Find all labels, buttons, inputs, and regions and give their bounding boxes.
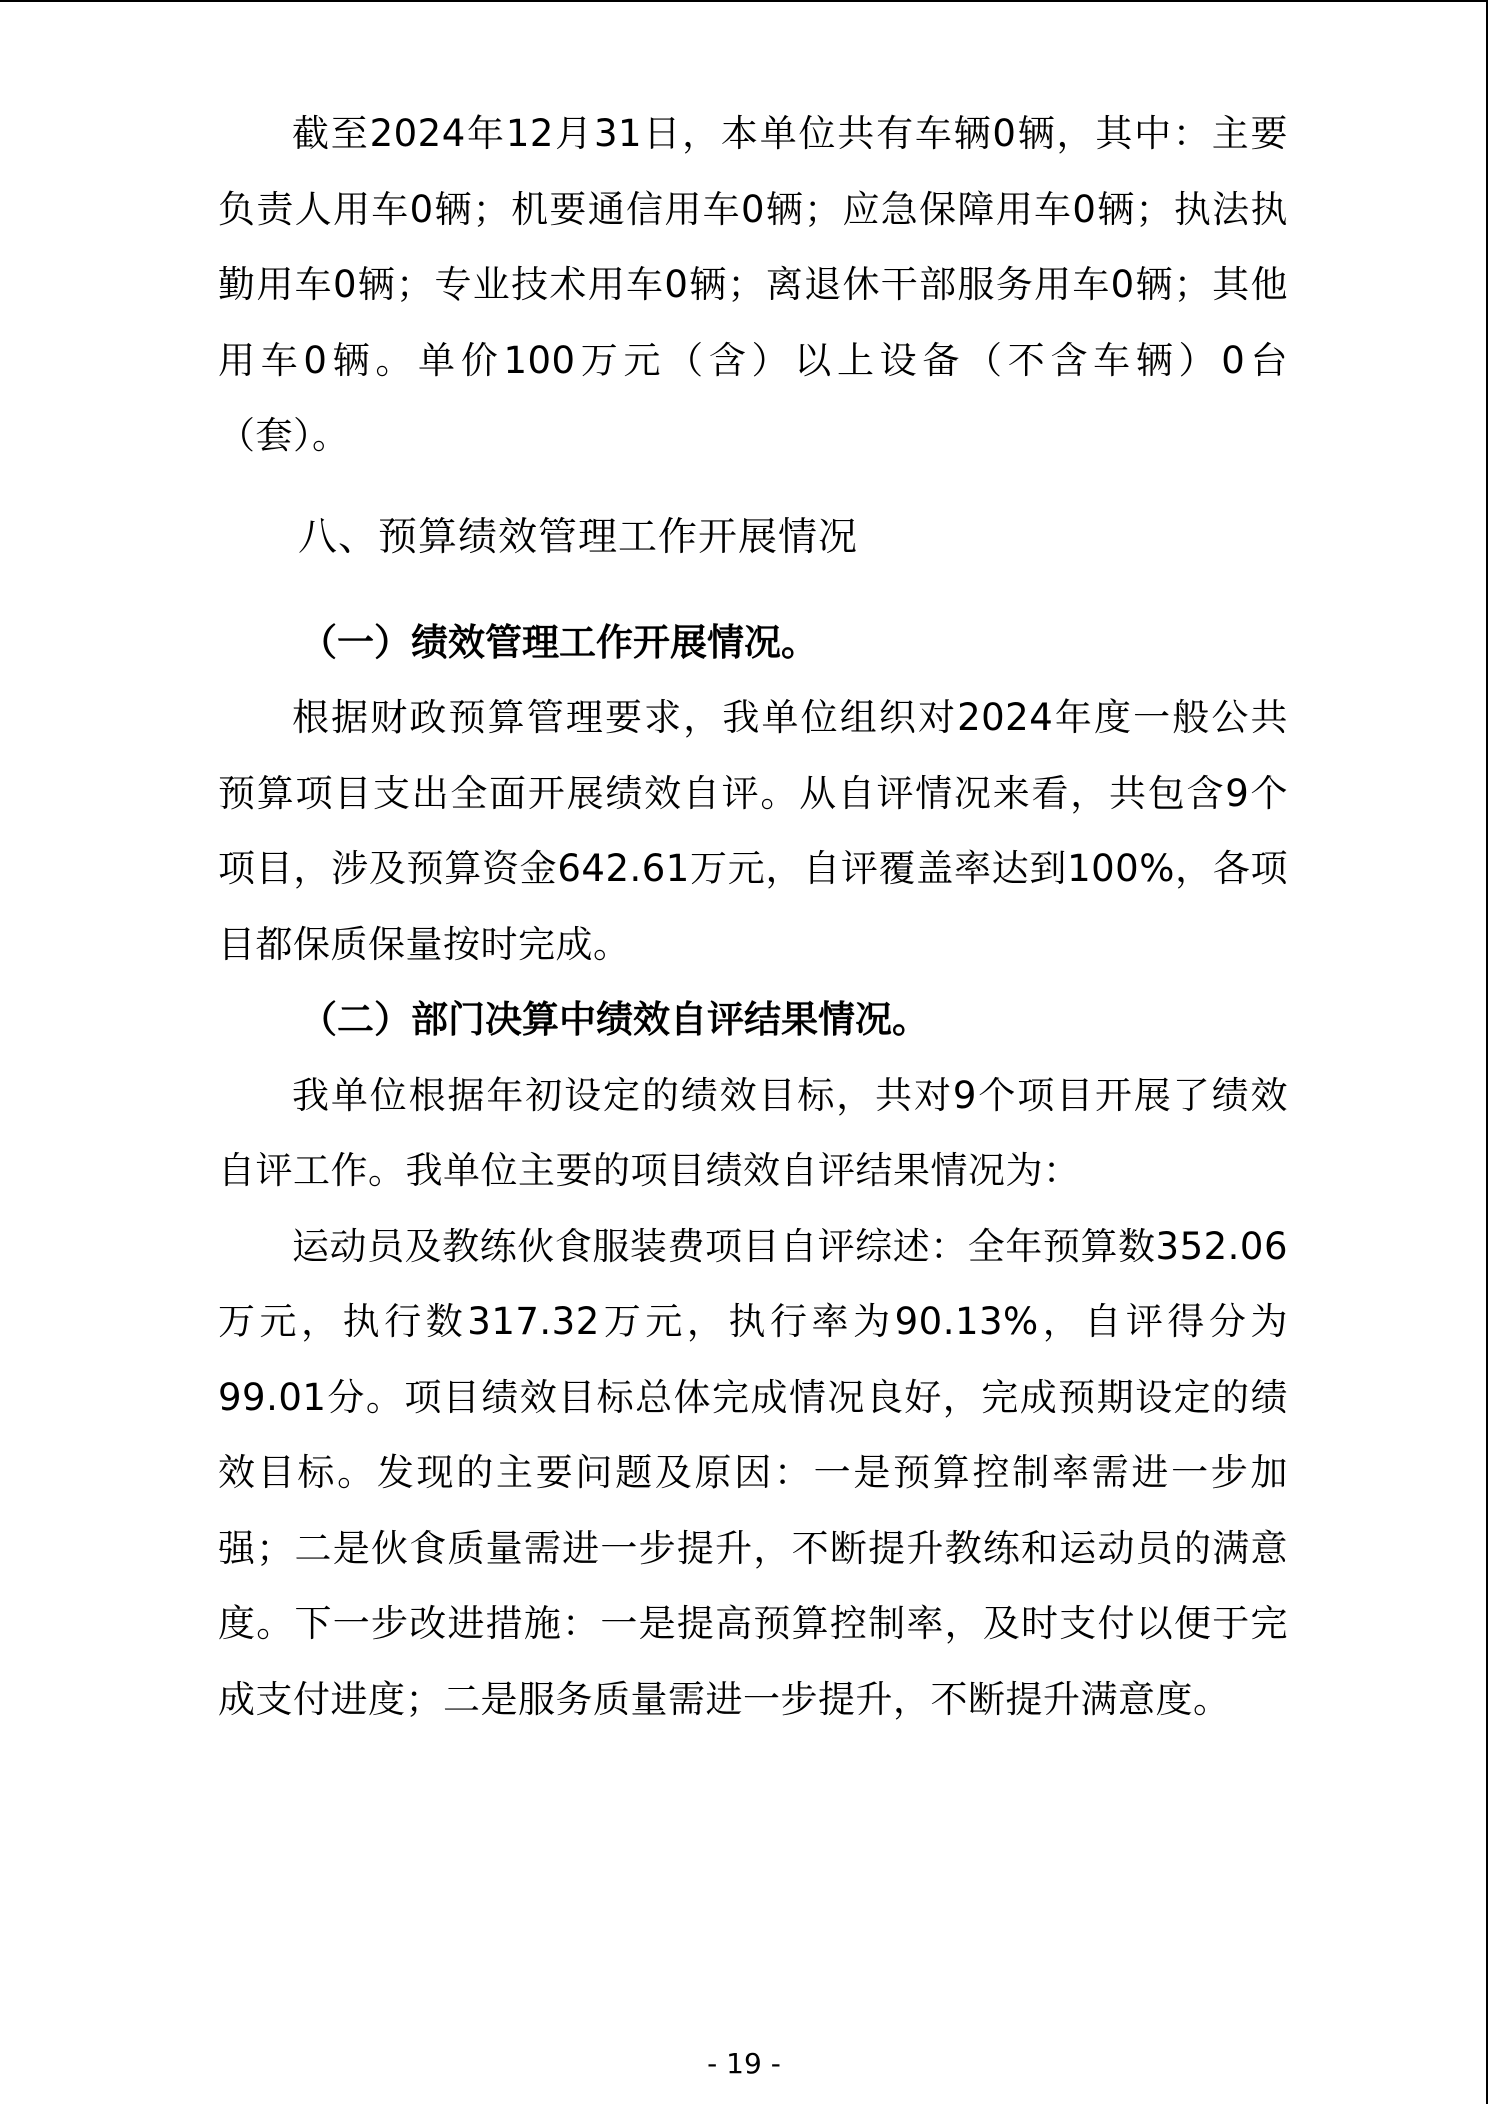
self-evaluation-intro-paragraph: 我单位根据年初设定的绩效目标，共对9个项目开展了绩效自评工作。我单位主要的项目绩效自评结果情况为：	[218, 1073, 1288, 1192]
athlete-meal-project-paragraph: 运动员及教练伙食服装费项目自评综述：全年预算数352.06万元，执行数317.32万元，执行率为90.13%，自评得分为99.01分。项目绩效目标总体完成情况良好，完成预期设定的绩效目标。发现的主要问题及原因：一是预算控制率需进一步加强；二是伙食质量需进一步提升，不断提升教练和运动员的满意度。下一步改进措施：一是提高预算控制率，及时支付以便于完成支付进度；二是服务质量需进一步提升，不断提升满意度。	[218, 1224, 1288, 1721]
subsection-heading-self-evaluation-results: （二）部门决算中绩效自评结果情况。	[300, 998, 929, 1041]
vehicle-summary-paragraph: 截至2024年12月31日，本单位共有车辆0辆，其中：主要负责人用车0辆；机要通信用车0辆；应急保障用车0辆；执法执勤用车0辆；专业技术用车0辆；离退休干部服务用车0辆；其他用车0辆。单价100万元（含）以上设备（不含车辆）0台（套）。	[218, 112, 1288, 457]
performance-management-paragraph: 根据财政预算管理要求，我单位组织对2024年度一般公共预算项目支出全面开展绩效自评。从自评情况来看，共包含9个项目，涉及预算资金642.61万元，自评覆盖率达到100%，各项目都保质保量按时完成。	[218, 696, 1288, 966]
subsection-heading-performance-management: （一）绩效管理工作开展情况。	[300, 620, 818, 664]
section-heading-budget-performance: 八、预算绩效管理工作开展情况	[298, 514, 859, 560]
document-body	[218, 96, 1288, 1737]
page-number: - 19 -	[707, 2047, 781, 2080]
